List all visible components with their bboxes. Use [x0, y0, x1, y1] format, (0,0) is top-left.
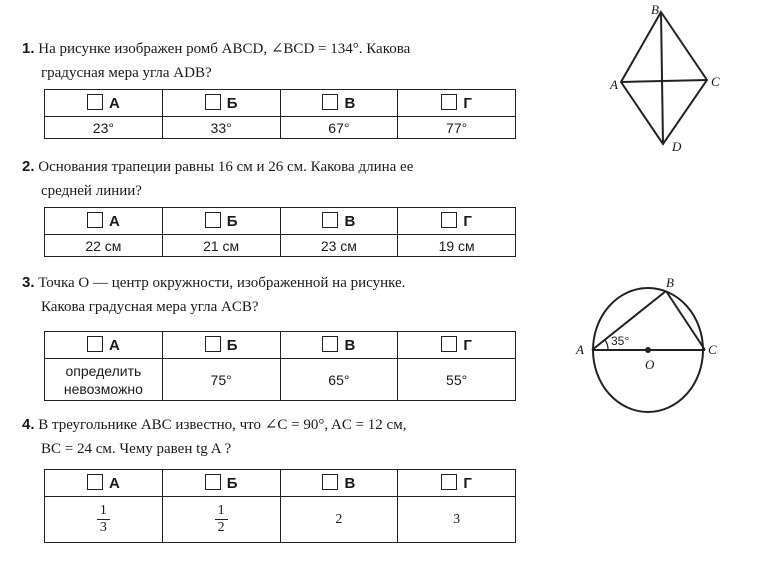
angle-arc [605, 340, 608, 350]
label-b: B [666, 275, 674, 290]
answer-table-3 [44, 331, 516, 401]
answer-value: 33° [162, 117, 280, 139]
checkbox[interactable] [441, 212, 457, 228]
answer-table-2 [44, 207, 516, 257]
chord-bc [666, 291, 705, 350]
question-2 [22, 155, 516, 203]
checkbox[interactable] [205, 336, 221, 352]
option-g[interactable]: Г [398, 208, 516, 235]
center-point [645, 347, 651, 353]
question-number: 4. [22, 416, 35, 433]
rhombus-diagonal-bd [661, 12, 663, 144]
checkbox[interactable] [441, 474, 457, 490]
option-v[interactable]: В [280, 90, 398, 117]
rhombus-outline [621, 12, 707, 144]
option-g[interactable]: Г [398, 90, 516, 117]
checkbox[interactable] [322, 94, 338, 110]
checkbox[interactable] [87, 336, 103, 352]
label-a: A [576, 342, 584, 357]
question-text-cont: градусная мера угла ADB? [41, 65, 212, 81]
answer-value: 65° [280, 359, 398, 401]
answer-value: 75° [162, 359, 280, 401]
label-d: D [672, 139, 682, 154]
checkbox[interactable] [87, 474, 103, 490]
answer-value: 21 см [162, 235, 280, 257]
option-b[interactable]: Б [162, 90, 280, 117]
question-number: 1. [22, 40, 35, 57]
answer-value: 67° [280, 117, 398, 139]
question-text: Основания трапеции равны 16 см и 26 см. Какова длина ее [38, 159, 414, 175]
question-text: На рисунке изображен ромб ABCD, ∠BCD = 134°. Какова [38, 41, 411, 57]
checkbox[interactable] [87, 212, 103, 228]
checkbox[interactable] [441, 94, 457, 110]
checkbox[interactable] [87, 94, 103, 110]
option-b[interactable]: Б [162, 470, 280, 497]
option-v[interactable]: В [280, 470, 398, 497]
question-4 [22, 413, 516, 461]
answer-value: 19 см [398, 235, 516, 257]
label-a: A [610, 77, 618, 92]
answer-fraction: $\frac{1}{2}$ [162, 497, 280, 543]
answer-value: 77° [398, 117, 516, 139]
option-b[interactable]: Б [162, 332, 280, 359]
question-number: 2. [22, 158, 35, 175]
question-1 [22, 37, 516, 85]
answer-value: 3 [398, 497, 516, 543]
option-g[interactable]: Г [398, 332, 516, 359]
option-a[interactable]: А [45, 208, 163, 235]
answer-value: 23 см [280, 235, 398, 257]
angle-label: 35° [611, 334, 630, 348]
option-a[interactable]: А [45, 332, 163, 359]
option-v[interactable]: В [280, 208, 398, 235]
answer-value: 2 [280, 497, 398, 543]
checkbox[interactable] [205, 474, 221, 490]
checkbox[interactable] [205, 212, 221, 228]
answer-table-4 [44, 469, 516, 543]
rhombus-diagonal-ac [621, 80, 707, 82]
answer-value: 22 см [45, 235, 163, 257]
option-v[interactable]: В [280, 332, 398, 359]
label-c: C [708, 342, 717, 357]
question-text: В треугольнике ABC известно, что ∠C = 90°, AC = 12 см, [38, 417, 407, 433]
checkbox[interactable] [322, 336, 338, 352]
question-text-cont: средней линии? [41, 183, 142, 199]
question-text-cont: BC = 24 см. Чему равен tg A ? [41, 441, 232, 457]
option-g[interactable]: Г [398, 470, 516, 497]
checkbox[interactable] [205, 94, 221, 110]
question-text-cont: Какова градусная мера угла ACB? [41, 299, 259, 315]
answer-value: 55° [398, 359, 516, 401]
answer-fraction: $\frac{1}{3}$ [45, 497, 163, 543]
option-b[interactable]: Б [162, 208, 280, 235]
answer-value: определить невозможно [45, 359, 163, 401]
label-b: B [651, 2, 659, 17]
option-a[interactable]: А [45, 90, 163, 117]
answer-table-1 [44, 89, 516, 139]
label-c: C [711, 74, 720, 89]
label-o: O [645, 357, 655, 372]
rhombus-figure [600, 0, 740, 160]
checkbox[interactable] [322, 212, 338, 228]
option-a[interactable]: А [45, 470, 163, 497]
circle-figure [570, 270, 740, 420]
checkbox[interactable] [441, 336, 457, 352]
question-text: Точка O — центр окружности, изображенной на рисунке. [38, 275, 406, 291]
question-3 [22, 271, 516, 319]
checkbox[interactable] [322, 474, 338, 490]
question-number: 3. [22, 274, 35, 291]
answer-value: 23° [45, 117, 163, 139]
